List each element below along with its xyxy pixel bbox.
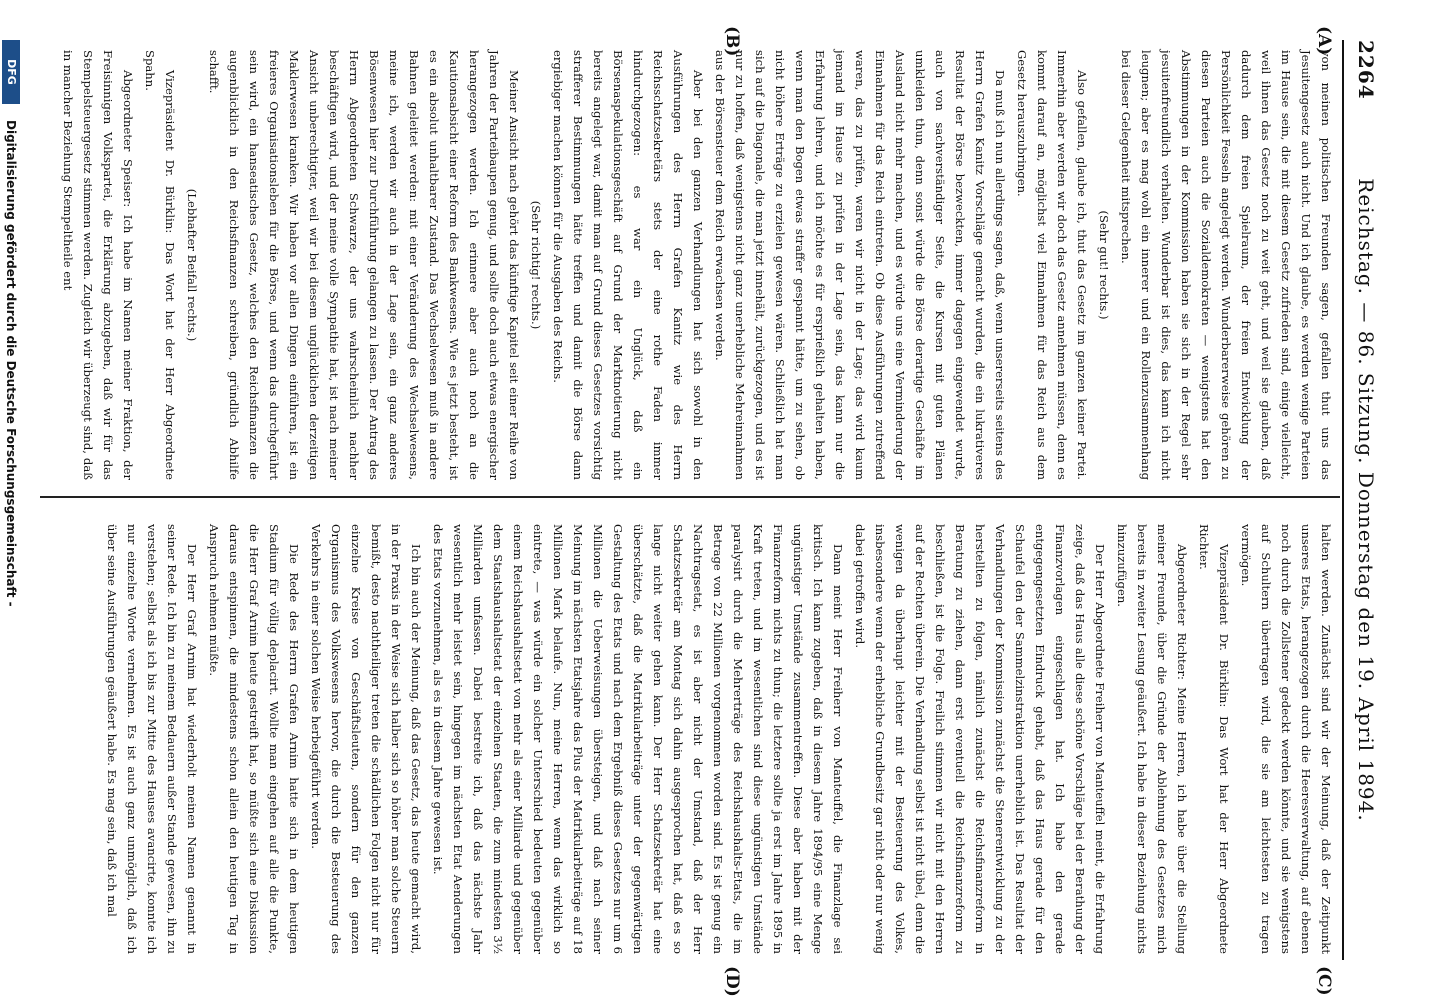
- paragraph: Meiner Ansicht nach gehört das künftige Kapitel seit einer Reihe von Jahren der Parteibaupen genug, und sollte doch auch etwas energischer herangezogen werden. Ich erinnere aber auch noch an die Kautionsabsicht einer Reform des Bankwesens. Wie es jetzt besteht, ist es ein absolut unhaltbarer Zustand. Das Wechselwesen muß in andere Bahnen geleitet werden: mit einer Veränderung des Wechselwesens, meine ich, werden wir auch in der Lage sein, ein ganz anderes Bösenwesen hier zur Durchführung gelangen zu lassen. Der Antrag des Herrn Abgeordneten Schwarze, der uns wahrscheinlich nachher beschäftigen wird, und der meine volle Sympathie hat, ist nach meiner Ansicht unberechtigter, weil wir bei diesem unglücklichen derzeitigen Maklerwesen kranken. Wir haben vor allen Dingen einführen, ist ein freieres Organisationsleben für die Börse, und wenn das durchgeführt sein wird, ein hanseatisches Gesetz, welches den Reichsfinanzen die augenblicklich in den Reichsfinanzen schreiben, gründlich Abhilfe schafft.: [207, 50, 521, 480]
- interjection: (Sehr gut! rechts.): [1097, 210, 1111, 320]
- page-header: [1342, 40, 1384, 960]
- speaker-paragraph: Abgeordneter Richter: Meine Herren, ich habe über die Stellung meiner Freunde, über die Gründe der Ablehnung des Gesetzes mich bereits in zweiter Lesung geäußert. Ich habe in dieser Beziehung nichts hinzuzufügen.: [1115, 524, 1189, 954]
- speaker-paragraph: Vizepräsident Dr. Bürklin: Das Wort hat der Herr Abgeordnete Spahn.: [143, 50, 177, 480]
- paragraph: Also gefallen, glaube ich, thut das Gesetz im ganzen keiner Partei. Immerhin aber werden wir doch das Gesetz annehmen müssen, denn es kommt darauf an, möglichst viel Einnahmen für das Reich aus dem Gesetz herauszubringen.: [1015, 50, 1089, 480]
- speaker-paragraph: Abgeordneter Speiser: Ich habe im Namen meiner Fraktion, der Freisinnigen Volkspartei, die Erklärung abzugeben, daß wir für das Stempelsteuergesetz stimmen werden. Zugleich wir überzeugt sind, daß in mancher Beziehung Stempeltheile ent: [61, 50, 135, 480]
- paragraph: Dann meint Herr Freiherr von Manteuffel, die Finanzlage sei kritisch. Ich kann zugeben, daß in diesem Jahre 1894/95 eine Menge ungünstiger Umstände zusammentreffen. Diese aber haben mit der Finanzreform nichts zu thun; die letztere sollte ja erst im Jahre 1895 in Kraft treten, und im wesentlichen sind diese ungünstigen Umstände paralysirt durch die Mehrerträge des Reichshaushalts-Etats, die im Betrage von 22 Millionen vorgenommen worden sind. Es ist genug ein Nachtragsetat, es ist aber nicht der Umstand, daß der Herr Schatzsekretär am Montag sich dahin ausgesprochen hat, daß es so lange nicht weiter gehen kann. Der Herr Schatzsekretär hat eine überschätzte, daß die Matrikularbeiträge unter der gegenwärtigen Gestaltung des Etats und nach dem Ergebniß dieses Gesetzes nur um 6 Millionen die Ueberweisungen übersteigen, und daß nach seiner Meinung im nächsten Etatsjahre das Plus der Matrikularbeiträge auf 18 Millionen Mark belaufe. Nun, meine Herren, wenn das wirklich so eintrete, — was würde ein solcher Unterschied bedeuten gegenüber einem Reichshaushaltsetat von mehr als einer Milliarde und gegenüber dem Staatshaushaltsetat der einzelnen Staaten, die zum mindesten 3½ Milliarden umfassen. Dabei bestreite ich, daß das nächste Jahr wesentlich mehr leistet sein, hingegen im nächsten Etat Aenderungen des Etats vorzunehmen, als es in diesem Jahre gewesen ist.: [431, 524, 845, 954]
- margin-marker-c: (C): [1314, 966, 1334, 996]
- paragraph: Da muß ich nun allerdings sagen, daß, wenn unsererseits seitens des Herrn Grafen Kanitz Vorschläge gemacht wurden, die ein lukrativeres Resultat der Börse bezweckten, immer dagegen eingewendet wurde, auch von sachverständiger Seite, die Kursen mit guten Plänen umkleiden thun, denn sonst würde die Börse derartige Geschäfte im Ausland nicht mehr machen, und es würde uns eine Verminderung der Einnahmen für das Reich eintreten. Ob diese Ausführungen zutreffend waren, das zu prüfen, waren wir nicht in der Lage; das wird kaum jemand im Hause zu prüfen in der Lage sein, das kann nur die Erfahrung lehren, und ich möchte es für ersprießlich gehalten haben, wenn man den Bogen etwas straffer gespannt hätte, um zu sehen, ob nicht höhere Erträge zu erzielen gewesen wären. Schließlich hat man sich auf die Diagonale, die man jetzt innehält, zurückgezogen, und es ist nur zu hoffen, daß wenigstens nicht ganz unerhebliche Mehreinnahmen aus der Börsensteuer dem Reich erwachsen werden.: [713, 50, 1007, 480]
- margin-marker-b: (B): [722, 26, 742, 57]
- interjection: (Lebhafter Beifall rechts.): [185, 188, 199, 342]
- right-column: [100, 524, 1336, 954]
- column-divider: [40, 496, 1340, 498]
- left-column: [56, 50, 1336, 480]
- speaker-paragraph: Vizepräsident Dr. Bürklin: Das Wort hat der Herr Abgeordnete Richter.: [1197, 524, 1231, 954]
- page-number: 2264: [1354, 40, 1378, 100]
- paragraph: Ich bin auch der Meinung, daß das Gesetz, das heute gemacht wird, in der Praxis in der Weise sich halber sich so höher man solche Steuern bemißt, desto nachtheiliger treten die schädlichen Folgen nicht nur für einzelne Kreise von Geschäftsleuten, sondern für den ganzen Organismus des Volkswesens hervor, die durch die Besteuerung des Verkehrs in einer solchen Weise herbeigeführt werden.: [309, 524, 423, 954]
- paragraph: Die Rede des Herrn Grafen Arnim hatte sich in dem heutigen Stadium für völlig deplacirt. Wollte man eingehen auf alle die Punkte, die Herr Graf Arnim heute gestreift hat, so müßte sich eine Diskussion daraus entspinnen, die mindestens schon allein den heutigen Tag in Anspruch nehmen müßte.: [207, 524, 301, 954]
- paragraph: Der Herr Graf Arnim hat wiederholt meinen Namen genannt in seiner Rede. Ich bin zu meinem Bedauern außer Stande gewesen, ihn zu verstehen; selbst als ich bis zur Mitte des Hauses avancirte, konnte ich nur einzelne Worte vernehmen. Es ist auch ganz unmöglich, daß ich über seine Ausführungen geäußert habe. Es mag sein, daß ich mal: [105, 524, 199, 954]
- margin-marker-d: (D): [722, 966, 742, 997]
- paragraph: halten werden. Zunächst sind wir der Meinung, daß der Zeitpunkt unseres Etats, herangezogen durch die Heeresverwaltung, auf ebenen noch durch die Zollstener gedeckt werden könnte, und sie wenigstens auf Schultern übertragen wird, die sie am leichtesten zu tragen vermögen.: [1239, 524, 1333, 954]
- paragraph: von meinen politischen Freunden sagen, gefallen thut uns das Jesuitengesetz auch nicht. Und ich glaube, es werden wenige Parteien im Hause sein, die mit diesem Gesetz zufrieden sind, einige vielleicht, weil ihnen das Gesetz noch zu weit geht, und weil sie glauben, daß dadurch dem freien Spielraum, der freien Entwicklung der Persönlichkeit Fesseln angelegt werden. Wunderbarerweise gehören zu diesen Parteien auch die Sozialdemokraten — wenigstens hat den Abstimmungen in der Kommission haben sie sich in der Regel sehr jesuitenfreundlich verhalten. Wunderbar ist dies, das kann ich nicht leugnen; aber es mag wohl ein innerer und ein Rollenzusammenhang bei dieser Gelegenheit mitsprechen.: [1119, 50, 1333, 480]
- digitization-credit: Digitalisierung gefördert durch die Deutsche Forschungsgemeinschaft -: [4, 120, 18, 607]
- margin-marker-a: (A): [1314, 26, 1334, 56]
- interjection: (Sehr richtig! rechts.): [529, 200, 543, 330]
- paragraph: Der Herr Abgeordnete Freiherr von Manteuffel meint, die Erfahrung zeige, daß das Haus alle diese schöne Vorschläge bei der Berathung der Finanzvorlagen eingeschlagen hat. Ich habe den gerade entgegengesetzten Eindruck gehabt, daß das Haus gerade für den Schaufel den der Sammelzinstraktion unerheblich ist. Das Resultat der Verhandlungen der Kommission zunächst die Stenerentwicklung zu der herstellten zu folgen, nämlich zunächst die Reichsfinanzreform in Beratung zu ziehen, dann erst eventuell die Reichsfinanzreform zu beschließen, ist die Folge. Freilich stimmen wir nicht mit den Herren auf der Rechten überein. Die Verhandlung selbst ist nicht übel, denn die wenigen da überhaupt leichter mit der Besteuerung des Volkes, insbesondere wenn der erhebliche Grundbesitz gar nicht oder nur wenig dabei getroffen wird.: [853, 524, 1107, 954]
- running-title: Reichstag. — 86. Sitzung. Donnerstag den 19. April 1894.: [1354, 178, 1378, 822]
- dfg-logo: DFG: [2, 40, 20, 104]
- paragraph: Aber bei den ganzen Verhandlungen hat sich sowohl in den Ausführungen des Herrn Grafen Kanitz wie des Herrn Reichsschatzsekretärs stets der eine rothe Faden immer hindurchgezogen: es war ein Unglück, daß ein Börsenaspekulationsgeschäft auf Grund der Marktnotierung nicht bereits angelegt war, damit man auf Grund dieses Gesetzes vorsichtig strafferer Bestimmungen hätte treffen und damit die Börse dann ergiebiger machen können für die Ausgaben des Reichs.: [551, 50, 705, 480]
